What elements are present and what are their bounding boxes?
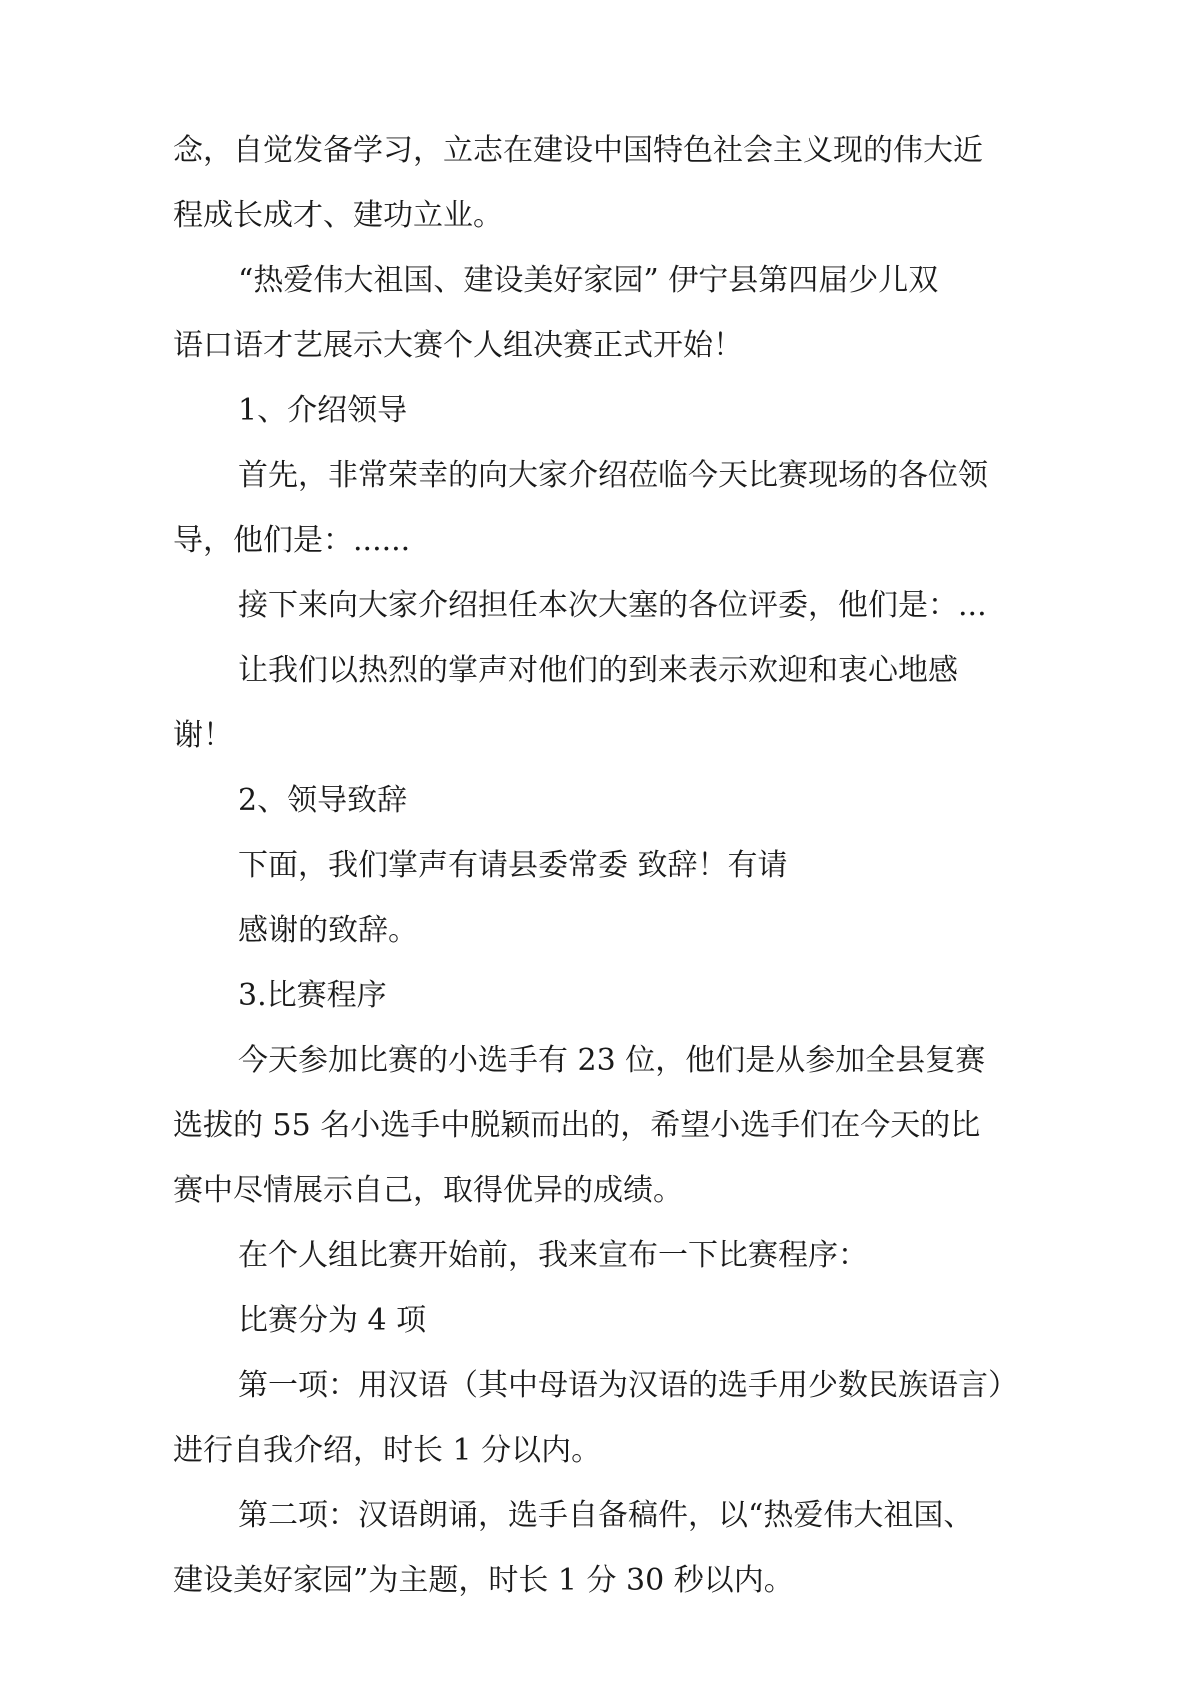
text-line: 接下来向大家介绍担任本次大塞的各位评委，他们是：... <box>238 588 987 623</box>
text-line: 进行自我介绍，时长 1 分以内。 <box>173 1433 602 1468</box>
text-line: 建设美好家园”为主题，时长 1 分 30 秒以内。 <box>173 1563 794 1598</box>
text-line: 感谢的致辞。 <box>238 913 418 948</box>
text-line: 今天参加比赛的小选手有 23 位，他们是从参加全县复赛 <box>238 1043 986 1078</box>
text-line: 比赛分为 4 项 <box>238 1303 427 1338</box>
section-heading: 3.比赛程序 <box>238 978 387 1013</box>
text-line: 首先，非常荣幸的向大家介绍莅临今天比赛现场的各位领 <box>238 458 988 493</box>
text-line: 程成长成才、建功立业。 <box>173 198 503 233</box>
text-line: “热爱伟大祖国、建设美好家园” 伊宁县第四届少儿双 <box>238 263 939 298</box>
text-line: 下面，我们掌声有请县委常委 致辞！有请 <box>238 848 788 883</box>
section-heading: 1、介绍领导 <box>238 393 408 428</box>
text-line: 赛中尽情展示自己，取得优异的成绩。 <box>173 1173 683 1208</box>
text-line: 导，他们是：...... <box>173 523 411 558</box>
text-line: 念，自觉发备学习，立志在建设中国特色社会主义现的伟大近 <box>173 133 983 168</box>
section-heading: 2、领导致辞 <box>238 783 408 818</box>
text-line: 在个人组比赛开始前，我来宣布一下比赛程序： <box>238 1238 868 1273</box>
text-line: 让我们以热烈的掌声对他们的到来表示欢迎和衷心地感 <box>238 653 958 688</box>
text-line: 第一项：用汉语（其中母语为汉语的选手用少数民族语言） <box>238 1368 1018 1403</box>
text-line: 选拔的 55 名小选手中脱颖而出的，希望小选手们在今天的比 <box>173 1108 981 1143</box>
text-line: 语口语才艺展示大赛个人组决赛正式开始！ <box>173 328 743 363</box>
document-body <box>173 118 1053 1613</box>
text-line: 第二项：汉语朗诵，选手自备稿件，以“热爱伟大祖国、 <box>238 1498 974 1533</box>
text-line: 谢！ <box>173 718 233 753</box>
